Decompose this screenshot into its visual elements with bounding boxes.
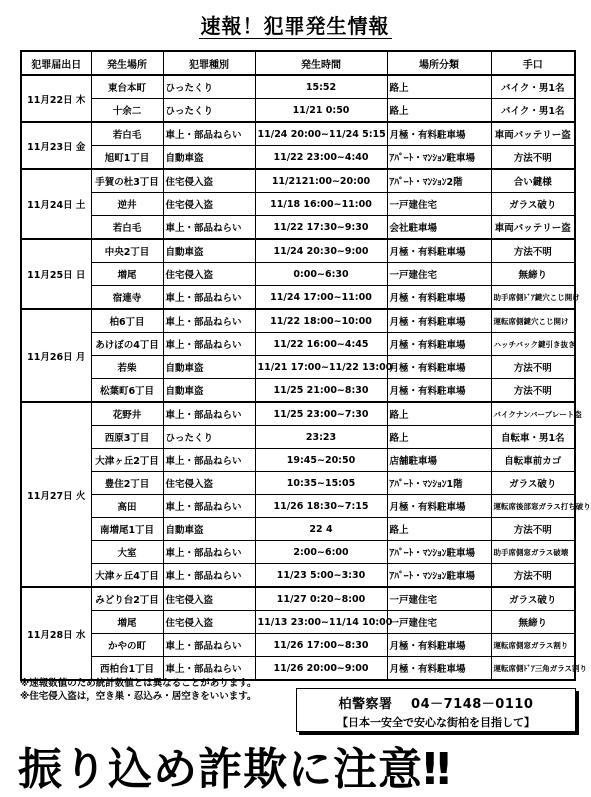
police-phone: 柏警察署 04－7148－0110: [338, 697, 534, 712]
cell-place: 若白毛: [91, 216, 163, 240]
cell-category: 会社駐車場: [387, 216, 491, 240]
cell-method: 車両バッテリー盗: [491, 122, 575, 146]
table-row: [21, 564, 575, 588]
police-contact-box: [296, 688, 576, 732]
cell-method: バイク・男1名: [491, 99, 575, 123]
cell-date: 11月28日 水: [21, 587, 91, 680]
cell-category: 一戸建住宅: [387, 611, 491, 634]
table-row: [21, 611, 575, 634]
cell-category: 月極・有料駐車場: [387, 356, 491, 379]
cell-time: 23:23: [255, 426, 387, 449]
cell-date: 11月27日 火: [21, 402, 91, 587]
cell-type: 車上・部品ねらい: [163, 122, 255, 146]
cell-time: 11/27 0:20~8:00: [255, 587, 387, 611]
cell-time: 11/25 21:00~8:30: [255, 379, 387, 403]
cell-method: 助手席側ﾄﾞｱ鍵穴こじ開け: [491, 286, 575, 310]
cell-date: 11月23日 金: [21, 122, 91, 169]
cell-time: 11/25 23:00~7:30: [255, 402, 387, 426]
cell-category: ｱﾊﾟｰﾄ・ﾏﾝｼｮﾝ駐車場: [387, 564, 491, 588]
cell-time: 11/22 16:00~4:45: [255, 333, 387, 356]
cell-method: 運転席後部窓ガラス打ち破り: [491, 495, 575, 518]
table-row: [21, 634, 575, 657]
header-category: 場所分類: [387, 51, 491, 75]
cell-time: 11/23 5:00~3:30: [255, 564, 387, 588]
cell-type: 車上・部品ねらい: [163, 309, 255, 333]
cell-method: ガラス破り: [491, 587, 575, 611]
cell-type: 住宅侵入盗: [163, 472, 255, 495]
cell-time: 11/21 17:00~11/22 13:00: [255, 356, 387, 379]
table-body: [21, 75, 591, 680]
cell-type: 自動車盗: [163, 239, 255, 263]
cell-time: 11/22 23:00~4:40: [255, 146, 387, 170]
cell-method: 無締り: [491, 611, 575, 634]
cell-method: 方法不明: [491, 146, 575, 170]
cell-method: 車両バッテリー盗: [491, 216, 575, 240]
cell-category: 路上: [387, 426, 491, 449]
cell-place: 十余二: [91, 99, 163, 123]
cell-place: 大津ヶ丘4丁目: [91, 564, 163, 588]
cell-place: 東台本町: [91, 75, 163, 99]
cell-method: 無締り: [491, 263, 575, 286]
cell-time: 22 4: [255, 518, 387, 541]
cell-category: 店舗駐車場: [387, 449, 491, 472]
cell-type: ひったくり: [163, 426, 255, 449]
cell-type: 住宅侵入盗: [163, 169, 255, 193]
cell-date: 11月24日 土: [21, 169, 91, 239]
cell-type: 自動車盗: [163, 146, 255, 170]
cell-time: 2:00~6:00: [255, 541, 387, 564]
police-slogan: 【日本一安全で安心な街柏を目指して】: [337, 716, 535, 729]
cell-place: 大津ヶ丘2丁目: [91, 449, 163, 472]
cell-type: 住宅侵入盗: [163, 263, 255, 286]
table-row: [21, 99, 575, 123]
cell-place: 宿連寺: [91, 286, 163, 310]
cell-place: 高田: [91, 495, 163, 518]
cell-method: 方法不明: [491, 356, 575, 379]
cell-type: 自動車盗: [163, 518, 255, 541]
footnotes: [20, 677, 256, 703]
cell-date: 11月25日 日: [21, 239, 91, 309]
cell-time: 11/13 23:00~11/14 10:00: [255, 611, 387, 634]
table-row: [21, 541, 575, 564]
cell-method: ガラス破り: [491, 193, 575, 216]
table-row: [21, 146, 575, 170]
cell-place: 増尾: [91, 263, 163, 286]
cell-type: 自動車盗: [163, 356, 255, 379]
cell-type: 車上・部品ねらい: [163, 657, 255, 681]
cell-place: 西原3丁目: [91, 426, 163, 449]
cell-type: 住宅侵入盗: [163, 587, 255, 611]
cell-category: 一戸建住宅: [387, 263, 491, 286]
cell-time: 11/24 20:00~11/24 5:15: [255, 122, 387, 146]
cell-place: 豊住2丁目: [91, 472, 163, 495]
cell-method: 自転車・男1名: [491, 426, 575, 449]
table-row: [21, 449, 575, 472]
table-row: [21, 356, 575, 379]
table-row: [21, 495, 575, 518]
cell-category: ｱﾊﾟｰﾄ・ﾏﾝｼｮﾝ駐車場: [387, 146, 491, 170]
cell-type: 住宅侵入盗: [163, 193, 255, 216]
cell-time: 11/26 18:30~7:15: [255, 495, 387, 518]
cell-type: ひったくり: [163, 99, 255, 123]
cell-time: 11/21 0:50: [255, 99, 387, 123]
cell-time: 15:52: [255, 75, 387, 99]
cell-place: 増尾: [91, 611, 163, 634]
cell-type: ひったくり: [163, 75, 255, 99]
cell-place: 松葉町6丁目: [91, 379, 163, 403]
cell-type: 車上・部品ねらい: [163, 333, 255, 356]
cell-time: 11/2121:00~20:00: [255, 169, 387, 193]
cell-method: 方法不明: [491, 239, 575, 263]
table-row: [21, 426, 575, 449]
cell-category: 路上: [387, 402, 491, 426]
cell-place: 中央2丁目: [91, 239, 163, 263]
cell-category: 月極・有料駐車場: [387, 309, 491, 333]
cell-category: 路上: [387, 99, 491, 123]
cell-place: 南増尾1丁目: [91, 518, 163, 541]
cell-method: ハッチバック鍵引き抜き: [491, 333, 575, 356]
cell-method: 助手席側窓ガラス破壊: [491, 541, 575, 564]
cell-method: 方法不明: [491, 379, 575, 403]
cell-time: 11/26 17:00~8:30: [255, 634, 387, 657]
cell-time: 0:00~6:30: [255, 263, 387, 286]
table-row: [21, 472, 575, 495]
cell-time: 10:35~15:05: [255, 472, 387, 495]
table-row: [21, 587, 575, 611]
cell-category: 路上: [387, 75, 491, 99]
cell-type: 車上・部品ねらい: [163, 564, 255, 588]
cell-type: 車上・部品ねらい: [163, 495, 255, 518]
footnote-burglary: ※住宅侵入盗は，空き巣・忍込み・居空きをいいます。: [20, 691, 257, 702]
cell-method: ガラス破り: [491, 472, 575, 495]
cell-type: 車上・部品ねらい: [163, 634, 255, 657]
cell-category: 路上: [387, 518, 491, 541]
cell-type: 車上・部品ねらい: [163, 449, 255, 472]
table-row: [21, 263, 575, 286]
footnote-stats: ※速報数値のため統計数値とは異なることがあります。: [20, 678, 257, 689]
table-row: [21, 518, 575, 541]
header-date: 犯罪届出日: [21, 51, 91, 75]
cell-method: 方法不明: [491, 564, 575, 588]
header-time: 発生時間: [255, 51, 387, 75]
cell-category: 月極・有料駐車場: [387, 379, 491, 403]
header-method: 手口: [491, 51, 575, 75]
cell-date: 11月22日 木: [21, 75, 91, 122]
cell-category: 月極・有料駐車場: [387, 286, 491, 310]
cell-place: あけぼの4丁目: [91, 333, 163, 356]
cell-category: 月極・有料駐車場: [387, 657, 491, 681]
cell-type: 車上・部品ねらい: [163, 286, 255, 310]
cell-time: 19:45~20:50: [255, 449, 387, 472]
cell-time: 11/18 16:00~11:00: [255, 193, 387, 216]
cell-date: 11月26日 月: [21, 309, 91, 402]
cell-type: 自動車盗: [163, 379, 255, 403]
cell-method: 運転席側窓ガラス割り: [491, 634, 575, 657]
table-row: [21, 122, 575, 146]
cell-type: 住宅侵入盗: [163, 611, 255, 634]
header-place: 発生場所: [91, 51, 163, 75]
crime-table: [20, 50, 591, 681]
cell-place: 逆井: [91, 193, 163, 216]
header-type: 犯罪種別: [163, 51, 255, 75]
cell-method: 方法不明: [491, 518, 575, 541]
cell-place: 柏6丁目: [91, 309, 163, 333]
cell-category: 月極・有料駐車場: [387, 634, 491, 657]
cell-place: 大室: [91, 541, 163, 564]
cell-place: 花野井: [91, 402, 163, 426]
cell-place: みどり台2丁目: [91, 587, 163, 611]
cell-category: 月極・有料駐車場: [387, 333, 491, 356]
cell-place: 西柏台1丁目: [91, 657, 163, 681]
cell-place: 若柴: [91, 356, 163, 379]
cell-method: 運転席側鍵穴こじ開け: [491, 309, 575, 333]
cell-place: 手賀の杜3丁目: [91, 169, 163, 193]
cell-time: 11/26 20:00~9:00: [255, 657, 387, 681]
cell-category: 月極・有料駐車場: [387, 495, 491, 518]
table-header-row: [21, 51, 575, 75]
cell-type: 車上・部品ねらい: [163, 541, 255, 564]
cell-method: 自転車前カゴ: [491, 449, 575, 472]
cell-place: かやの町: [91, 634, 163, 657]
cell-time: 11/22 18:00~10:00: [255, 309, 387, 333]
table-row: [21, 193, 575, 216]
fraud-warning-banner: 振り込め詐欺に注意‼: [18, 744, 452, 795]
table-row: [21, 379, 575, 403]
cell-time: 11/24 20:30~9:00: [255, 239, 387, 263]
cell-category: 月極・有料駐車場: [387, 239, 491, 263]
cell-method: 合い鍵様: [491, 169, 575, 193]
cell-place: 旭町1丁目: [91, 146, 163, 170]
cell-category: 一戸建住宅: [387, 587, 491, 611]
table-row: [21, 402, 575, 426]
cell-category: 月極・有料駐車場: [387, 122, 491, 146]
page-title: 速報！犯罪発生情報: [200, 14, 390, 38]
cell-category: ｱﾊﾟｰﾄ・ﾏﾝｼｮﾝ1階: [387, 472, 491, 495]
table-row: [21, 286, 575, 310]
cell-time: 11/22 17:30~9:30: [255, 216, 387, 240]
table-row: [21, 239, 575, 263]
table-row: [21, 169, 575, 193]
cell-place: 若白毛: [91, 122, 163, 146]
cell-type: 車上・部品ねらい: [163, 216, 255, 240]
table-row: [21, 216, 575, 240]
cell-type: 車上・部品ねらい: [163, 402, 255, 426]
cell-category: ｱﾊﾟｰﾄ・ﾏﾝｼｮﾝ駐車場: [387, 541, 491, 564]
table-row: [21, 309, 575, 333]
table-row: [21, 75, 575, 99]
cell-time: 11/24 17:00~11:00: [255, 286, 387, 310]
table-row: [21, 333, 575, 356]
cell-method: バイク・男1名: [491, 75, 575, 99]
cell-method: バイクナンバープレート盗: [491, 402, 575, 426]
cell-method: 運転席側ﾄﾞｱ三角ガラス割り: [491, 657, 575, 681]
cell-category: ｱﾊﾟｰﾄ・ﾏﾝｼｮﾝ2階: [387, 169, 491, 193]
cell-category: 一戸建住宅: [387, 193, 491, 216]
